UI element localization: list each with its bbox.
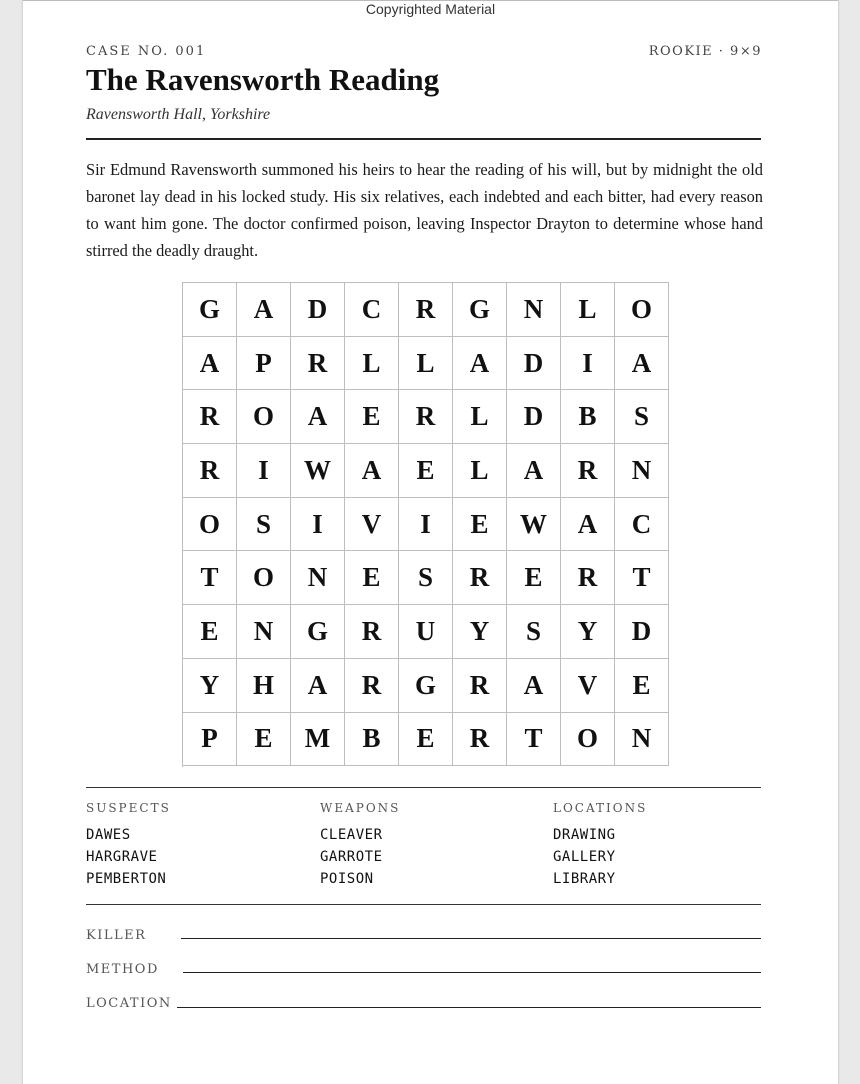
weapons-list (320, 824, 383, 890)
grid-cell[interactable]: R (183, 444, 237, 498)
grid-cell[interactable]: L (561, 283, 615, 337)
grid-cell[interactable]: A (453, 337, 507, 391)
grid-cell[interactable]: G (453, 283, 507, 337)
grid-cell[interactable]: R (453, 551, 507, 605)
word-search-grid (182, 282, 669, 767)
grid-cell[interactable]: R (345, 605, 399, 659)
grid-cell[interactable]: R (561, 551, 615, 605)
grid-cell[interactable]: D (507, 390, 561, 444)
grid-cell[interactable]: E (237, 713, 291, 767)
grid-cell[interactable]: R (183, 390, 237, 444)
grid-cell[interactable]: A (345, 444, 399, 498)
weapon-item: GARROTE (320, 849, 383, 865)
grid-cell[interactable]: W (507, 498, 561, 552)
grid-cell[interactable]: E (399, 713, 453, 767)
killer-answer-line[interactable] (181, 938, 761, 939)
grid-cell[interactable]: D (507, 337, 561, 391)
grid-cell[interactable]: V (561, 659, 615, 713)
weapon-item: CLEAVER (320, 827, 383, 843)
suspect-item: HARGRAVE (86, 849, 158, 865)
grid-cell[interactable]: N (237, 605, 291, 659)
grid-cell[interactable]: E (345, 390, 399, 444)
grid-cell[interactable]: A (183, 337, 237, 391)
grid-cell[interactable]: O (237, 390, 291, 444)
puzzle-page (22, 0, 839, 1084)
grid-cell[interactable]: N (615, 713, 669, 767)
grid-cell[interactable]: E (399, 444, 453, 498)
weapons-heading: WEAPONS (320, 801, 401, 815)
grid-cell[interactable]: B (561, 390, 615, 444)
lists-divider (86, 904, 761, 905)
weapon-item: POISON (320, 871, 374, 887)
grid-cell[interactable]: A (291, 659, 345, 713)
grid-cell[interactable]: A (615, 337, 669, 391)
grid-cell[interactable]: R (399, 390, 453, 444)
grid-cell[interactable]: E (345, 551, 399, 605)
method-label: METHOD (86, 962, 159, 977)
grid-cell[interactable]: E (507, 551, 561, 605)
grid-cell[interactable]: N (507, 283, 561, 337)
grid-cell[interactable]: L (453, 444, 507, 498)
grid-cell[interactable]: M (291, 713, 345, 767)
grid-cell[interactable]: A (237, 283, 291, 337)
title-divider (86, 138, 761, 140)
grid-cell[interactable]: B (345, 713, 399, 767)
difficulty-label: ROOKIE · 9×9 (648, 44, 762, 59)
grid-cell[interactable]: P (237, 337, 291, 391)
suspect-item: PEMBERTON (86, 871, 167, 887)
copyright-notice: Copyrighted Material (365, 1, 496, 17)
grid-divider (86, 787, 761, 788)
grid-cell[interactable]: S (237, 498, 291, 552)
grid-cell[interactable]: O (561, 713, 615, 767)
location-item: GALLERY (553, 849, 616, 865)
case-title: The Ravensworth Reading (86, 62, 440, 97)
case-location: Ravensworth Hall, Yorkshire (86, 106, 271, 123)
grid-cell[interactable]: P (183, 713, 237, 767)
grid-cell[interactable]: A (561, 498, 615, 552)
grid-cell[interactable]: I (561, 337, 615, 391)
grid-cell[interactable]: T (183, 551, 237, 605)
grid-cell[interactable]: C (345, 283, 399, 337)
grid-cell[interactable]: G (291, 605, 345, 659)
suspect-item: DAWES (86, 827, 131, 843)
grid-cell[interactable]: O (183, 498, 237, 552)
grid-cell[interactable]: G (183, 283, 237, 337)
location-item: DRAWING (553, 827, 616, 843)
grid-cell[interactable]: H (237, 659, 291, 713)
grid-cell[interactable]: R (453, 713, 507, 767)
grid-cell[interactable]: A (291, 390, 345, 444)
grid-cell[interactable]: I (237, 444, 291, 498)
grid-cell[interactable]: W (291, 444, 345, 498)
grid-cell[interactable]: A (507, 659, 561, 713)
grid-cell[interactable]: D (615, 605, 669, 659)
grid-cell[interactable]: L (345, 337, 399, 391)
case-number: CASE NO. 001 (86, 44, 207, 59)
grid-cell[interactable]: G (399, 659, 453, 713)
suspects-heading: SUSPECTS (86, 801, 171, 815)
grid-cell[interactable]: D (291, 283, 345, 337)
case-intro-paragraph: Sir Edmund Ravensworth summoned his heirs to hear the reading of his will, but by midnight the old baronet lay dead in his locked study. His six relatives, each indebted and each bitter, had every reason to want him gone. The doctor confirmed poison, leaving Inspector Drayton to determine whose hand stirred the deadly draught. (86, 160, 763, 260)
grid-cell[interactable]: O (615, 283, 669, 337)
suspects-list (86, 824, 166, 890)
grid-cell[interactable]: I (291, 498, 345, 552)
grid-cell[interactable]: R (399, 283, 453, 337)
location-answer-line[interactable] (177, 1007, 761, 1008)
grid-cell[interactable]: V (345, 498, 399, 552)
grid-cell[interactable]: R (345, 659, 399, 713)
grid-cell[interactable]: E (615, 659, 669, 713)
method-answer-line[interactable] (183, 972, 761, 973)
location-item: LIBRARY (553, 871, 616, 887)
locations-list (553, 824, 616, 890)
grid-cell[interactable]: A (507, 444, 561, 498)
grid-cell[interactable]: S (615, 390, 669, 444)
grid-cell[interactable]: Y (183, 659, 237, 713)
grid-cell[interactable]: S (399, 551, 453, 605)
grid-cell[interactable]: L (399, 337, 453, 391)
killer-label: KILLER (86, 928, 147, 943)
grid-cell[interactable]: T (615, 551, 669, 605)
grid-cell[interactable]: O (237, 551, 291, 605)
grid-cell[interactable]: N (291, 551, 345, 605)
grid-cell[interactable]: R (561, 444, 615, 498)
grid-cell[interactable]: N (615, 444, 669, 498)
grid-cell[interactable]: R (453, 659, 507, 713)
grid-cell[interactable]: L (453, 390, 507, 444)
grid-cell[interactable]: S (507, 605, 561, 659)
grid-cell[interactable]: U (399, 605, 453, 659)
grid-cell[interactable]: C (615, 498, 669, 552)
locations-heading: LOCATIONS (553, 801, 648, 815)
location-label: LOCATION (86, 996, 172, 1011)
grid-cell[interactable]: T (507, 713, 561, 767)
grid-cell[interactable]: I (399, 498, 453, 552)
grid-cell[interactable]: E (453, 498, 507, 552)
grid-cell[interactable]: Y (561, 605, 615, 659)
grid-cell[interactable]: E (183, 605, 237, 659)
grid-cell[interactable]: R (291, 337, 345, 391)
grid-cell[interactable]: Y (453, 605, 507, 659)
